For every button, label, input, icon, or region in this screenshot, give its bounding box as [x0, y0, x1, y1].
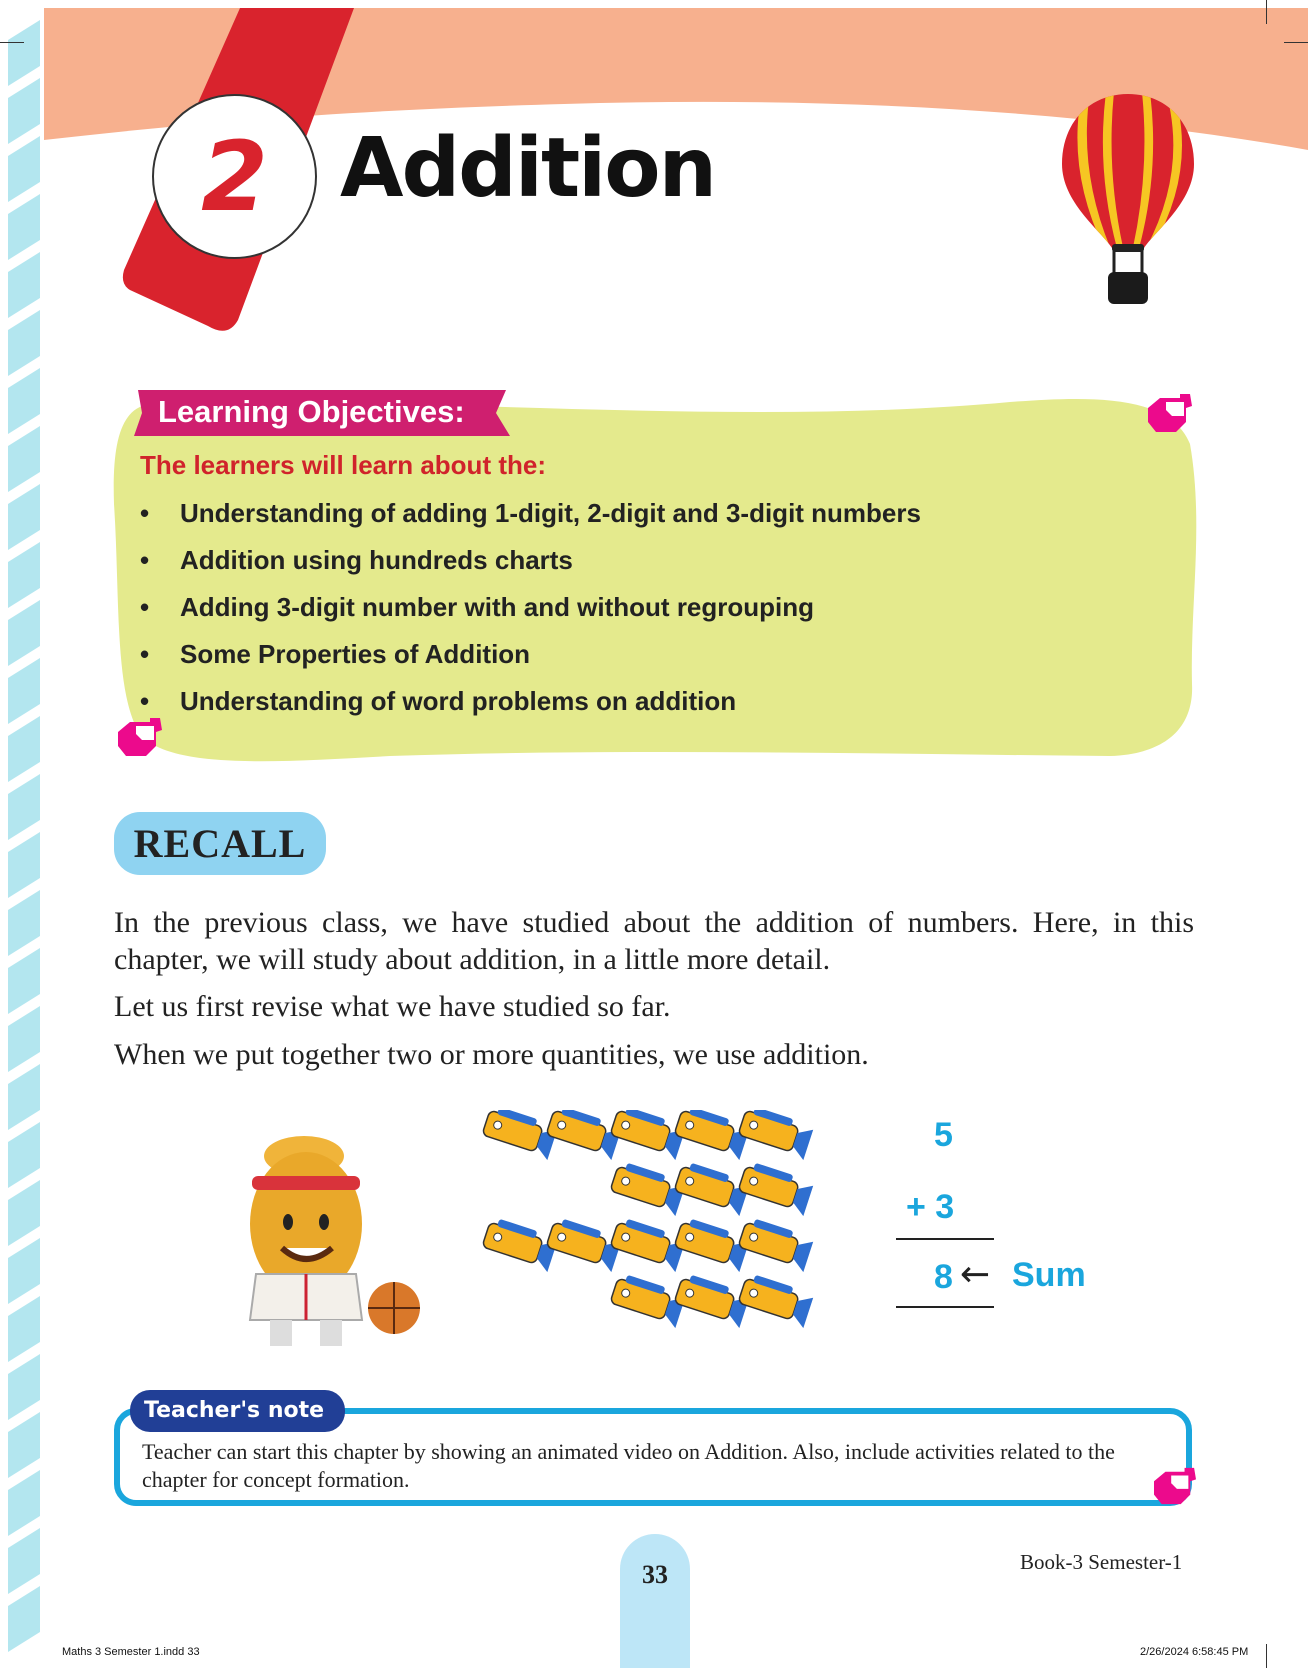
fish-icon — [609, 1216, 687, 1272]
potato-mascot-image — [226, 1124, 426, 1354]
arrow-left-icon: ← — [960, 1254, 991, 1295]
strip-tile — [8, 20, 40, 86]
strip-tile — [8, 252, 40, 318]
corner-ornament-icon — [1146, 392, 1194, 436]
strip-tile — [8, 1064, 40, 1130]
strip-tile — [8, 832, 40, 898]
objectives-intro: The learners will learn about the: — [140, 450, 546, 480]
fish-group-illustration — [480, 1110, 840, 1340]
teacher-note-heading: Teacher's note — [130, 1390, 345, 1432]
strip-tile — [8, 1006, 40, 1072]
bullet-icon: • — [140, 639, 150, 669]
strip-tile — [8, 368, 40, 434]
chapter-title: Addition — [340, 121, 715, 216]
fish-icon — [481, 1216, 559, 1272]
fish-icon — [481, 1110, 559, 1160]
equation-rule — [896, 1306, 994, 1308]
crop-mark — [0, 42, 24, 43]
fish-icon — [673, 1216, 751, 1272]
bullet-icon: • — [140, 592, 150, 622]
strip-tile — [8, 136, 40, 202]
teacher-note-text: Teacher can start this chapter by showing an animated video on Addition. Also, include activities related to the chapter for concept formation. — [142, 1439, 1115, 1492]
fish-icon — [737, 1160, 815, 1216]
list-item: • Addition using hundreds charts — [136, 537, 1036, 584]
fish-icon — [609, 1160, 687, 1216]
strip-tile — [8, 310, 40, 376]
strip-tile — [8, 948, 40, 1014]
strip-tile — [8, 1586, 40, 1652]
fish-icon — [673, 1110, 751, 1160]
crop-mark — [1284, 42, 1308, 43]
list-item: • Adding 3-digit number with and without regrouping — [136, 584, 1036, 631]
recall-paragraph: When we put together two or more quantities, we use addition. — [114, 1038, 869, 1071]
bullet-icon: • — [140, 686, 150, 716]
crop-mark — [1266, 1644, 1267, 1668]
recall-heading: RECALL — [114, 812, 326, 875]
fish-icon — [737, 1272, 815, 1328]
strip-tile — [8, 78, 40, 144]
list-item: • Some Properties of Addition — [136, 631, 1036, 678]
strip-tile — [8, 542, 40, 608]
strip-tile — [8, 1470, 40, 1536]
recall-paragraph: Let us first revise what we have studied so far. — [114, 990, 671, 1023]
fish-icon — [609, 1272, 687, 1328]
left-decorative-strip — [0, 0, 44, 1668]
strip-tile — [8, 716, 40, 782]
bullet-icon: • — [140, 498, 150, 528]
strip-tile — [8, 1122, 40, 1188]
strip-tile — [8, 890, 40, 956]
chapter-number: 2 — [152, 94, 317, 259]
equation-addend-1: 5 — [934, 1116, 953, 1154]
fish-icon — [673, 1160, 751, 1216]
recall-paragraph: In the previous class, we have studied about the addition of numbers. Here, in this chapter, we will study about addition, in a little more detail. — [114, 906, 1194, 976]
fish-icon — [737, 1110, 815, 1160]
print-slug-date: 2/26/2024 6:58:45 PM — [1140, 1646, 1249, 1658]
objectives-list — [136, 490, 1036, 725]
corner-ornament-icon — [116, 716, 164, 760]
strip-tile — [8, 1238, 40, 1304]
fish-icon — [545, 1110, 623, 1160]
strip-tile — [8, 484, 40, 550]
strip-tile — [8, 1412, 40, 1478]
strip-tile — [8, 1180, 40, 1246]
strip-tile — [8, 194, 40, 260]
fish-icon — [673, 1272, 751, 1328]
hot-air-balloon-icon — [1060, 92, 1196, 306]
equation-rule — [896, 1238, 994, 1240]
strip-tile — [8, 426, 40, 492]
list-item: • Understanding of word problems on addition — [136, 678, 1036, 725]
strip-tile — [8, 600, 40, 666]
print-slug-file: Maths 3 Semester 1.indd 33 — [62, 1646, 200, 1658]
strip-tile — [8, 1296, 40, 1362]
page-number: 33 — [642, 1560, 668, 1589]
fish-icon — [545, 1216, 623, 1272]
sum-label: Sum — [1012, 1256, 1086, 1294]
bullet-icon: • — [140, 545, 150, 575]
strip-tile — [8, 1528, 40, 1594]
list-item: • Understanding of adding 1-digit, 2-digit and 3-digit numbers — [136, 490, 1036, 537]
strip-tile — [8, 774, 40, 840]
fish-icon — [737, 1216, 815, 1272]
strip-tile — [8, 658, 40, 724]
objectives-heading: Learning Objectives: — [158, 394, 465, 429]
strip-tile — [8, 1354, 40, 1420]
fish-icon — [609, 1110, 687, 1160]
corner-ornament-icon — [1152, 1466, 1198, 1508]
equation-result: 8 — [934, 1258, 953, 1296]
book-label: Book-3 Semester-1 — [1020, 1550, 1183, 1574]
page-number-tab — [620, 1534, 690, 1668]
equation-addend-2: + 3 — [906, 1188, 955, 1226]
crop-mark — [1266, 0, 1267, 24]
